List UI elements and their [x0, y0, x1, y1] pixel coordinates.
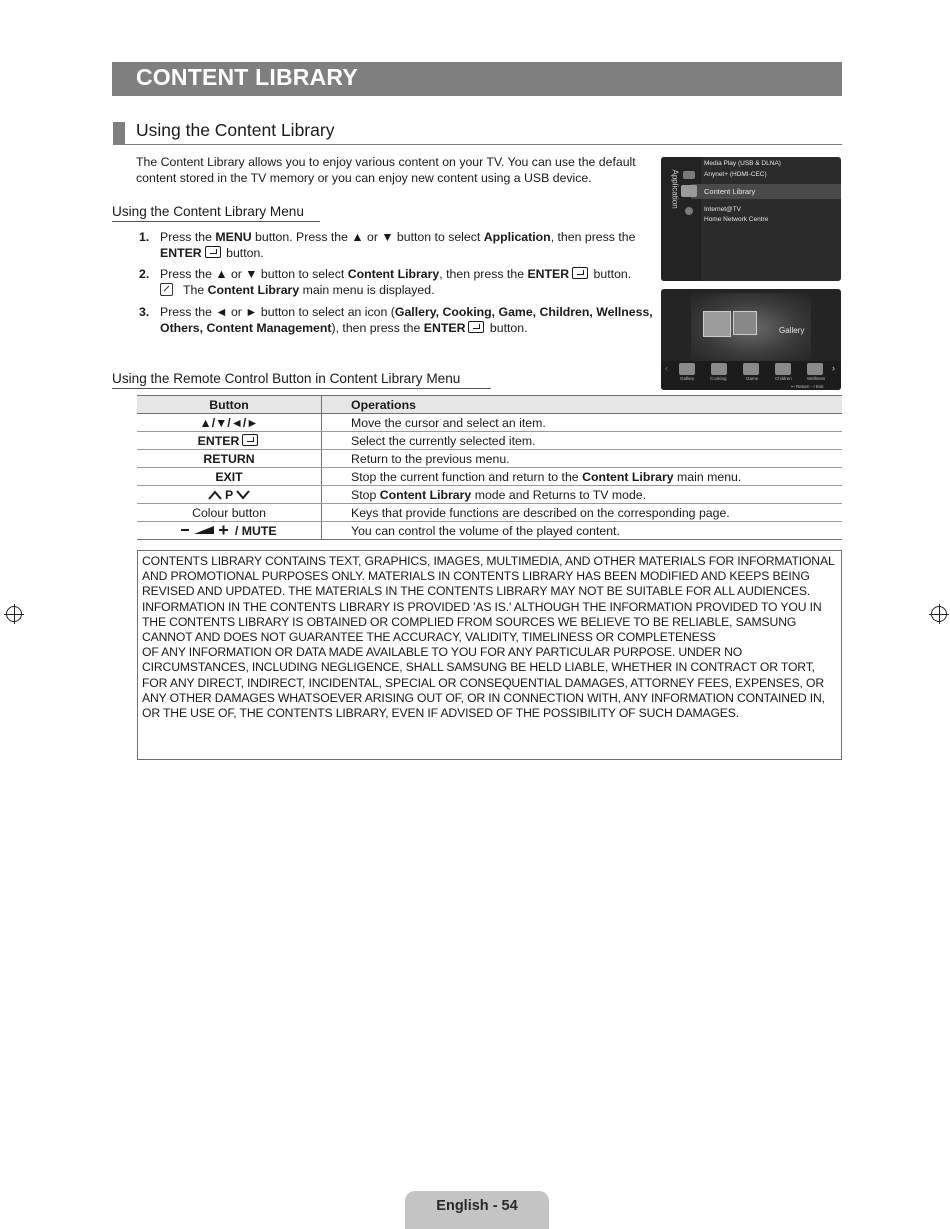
chevron-down-icon: [236, 490, 250, 500]
button-cell: RETURN: [137, 450, 322, 468]
section-marker: [113, 122, 125, 144]
table-row: [137, 414, 842, 432]
section-title: Using the Content Library: [136, 120, 335, 140]
step-text: button.: [222, 245, 264, 260]
operation-text: Return to the previous menu.: [351, 451, 510, 466]
note-text: The: [183, 282, 208, 297]
note-icon: [160, 283, 173, 296]
operation-cell: [322, 504, 843, 522]
remote-buttons-table: [137, 395, 842, 540]
tv-menu-item: Media Play (USB & DLNA): [704, 160, 781, 167]
tv-menu-screenshot: [661, 157, 841, 281]
cooking-icon: [711, 363, 727, 375]
gallery-icon-label: Wellness: [807, 376, 826, 381]
step-text: button.: [590, 267, 632, 281]
operation-text: Stop the current function and return to the: [351, 469, 583, 484]
children-icon: [775, 363, 791, 375]
operation-cell: [322, 432, 843, 450]
step-key: ENTER: [423, 320, 466, 335]
column-header-button: Button: [137, 396, 322, 414]
gallery-icon-label: Children: [775, 376, 792, 381]
gallery-icon-label: Cooking: [710, 376, 727, 381]
operation-text: mode and Returns to TV mode.: [471, 487, 647, 502]
table-row: [137, 432, 842, 450]
note-key: Content Library: [207, 282, 300, 297]
page-title: CONTENT LIBRARY: [136, 64, 358, 90]
table-row: [137, 504, 842, 522]
step-number: 1.: [139, 230, 150, 244]
operation-key: Content Library: [379, 487, 472, 502]
gallery-icon: [679, 363, 695, 375]
step-key: ENTER: [160, 245, 202, 260]
gallery-frame: [703, 311, 731, 337]
volume-icon: [181, 524, 231, 536]
operation-cell: [322, 522, 843, 540]
operation-text: Select the currently selected item.: [351, 433, 536, 448]
step-key: MENU: [215, 230, 252, 244]
remote-subheading-rule: [112, 388, 491, 389]
enter-icon: [242, 434, 258, 446]
step-3: [139, 305, 655, 336]
step-key: Content Library: [347, 267, 440, 281]
registration-mark-icon: [6, 606, 22, 622]
disclaimer-text: [142, 554, 836, 721]
operation-cell: [322, 414, 843, 432]
disclaimer-paragraph: OF ANY INFORMATION OR DATA MADE AVAILABLE TO YOU FOR ANY PARTICULAR PURPOSE. UNDER NO CIRCUMSTANCES, INCLUDING NEGLIGENCE, SHALL SAMSUNG BE HELD LIABLE, WHETHER IN CONTRACT OR TORT, FOR ANY DIRECT, INDIRECT, INCIDENTAL, SPECIAL OR CONSEQUENTIAL DAMAGES, ATTORNEY FEES, EXPENSES, OR ANY OTHER DAMAGES WHATSOEVER ARISING OUT OF, OR IN CONNECTION WITH, ANY INFORMATION CONTAINED IN, OR THE USE OF, THE CONTENTS LIBRARY, EVEN IF ADVISED OF THE POSSIBILITY OF SUCH DAMAGES.: [142, 645, 825, 721]
enter-icon: [205, 246, 221, 258]
button-cell: ▲/▼/◄/►: [137, 414, 322, 432]
button-label: / MUTE: [234, 523, 277, 538]
gallery-icon-label: Gallery: [680, 376, 695, 381]
button-label: ENTER: [197, 433, 240, 448]
internet-tv-icon: [685, 207, 693, 215]
enter-icon: [572, 267, 588, 279]
page-number: English - 54: [436, 1198, 518, 1214]
section-rule: [113, 144, 842, 145]
remote-subheading: Using the Remote Control Button in Content Library Menu: [112, 371, 461, 386]
wellness-icon: [807, 363, 823, 375]
gallery-frame: [733, 311, 757, 335]
operation-text: Stop: [351, 487, 380, 502]
gallery-footer: ↩ Return ⊣ Exit: [791, 384, 824, 389]
tv-menu-item-selected: Content Library: [704, 187, 756, 196]
enter-icon: [468, 321, 484, 333]
operation-cell: [322, 486, 843, 504]
intro-paragraph: The Content Library allows you to enjoy various content on your TV. You can use the default content stored in the TV memory or you can enjoy new content using a USB device.: [136, 155, 636, 185]
table-row: [137, 486, 842, 504]
step-1: [139, 230, 650, 261]
menu-subheading: Using the Content Library Menu: [112, 204, 304, 219]
step-key: Application: [483, 230, 551, 244]
chevron-left-icon: ‹: [665, 363, 668, 373]
operation-text: Move the cursor and select an item.: [351, 415, 546, 430]
step-key: ENTER: [527, 267, 570, 281]
step-text: button.: [486, 320, 528, 335]
step-text: , then press the: [439, 267, 528, 281]
gallery-label: Gallery: [779, 326, 805, 335]
step-text: , then press the: [550, 230, 636, 244]
disclaimer-paragraph: INFORMATION IN THE CONTENTS LIBRARY IS PROVIDED 'AS IS.' ALTHOUGH THE INFORMATION PROVIDED TO YOU IN THE CONTENTS LIBRARY IS OBTAINED OR COMPLIED FROM SOURCES WE BELIEVE TO BE RELIABLE, SAMSUNG CANNOT AND DOES NOT GUARANTEE THE ACCURACY, VALIDITY, TIMELINESS OR COMPLETENESS: [142, 599, 822, 645]
button-cell: [137, 486, 322, 504]
button-cell: [137, 522, 322, 540]
step-text: ), then press the: [331, 320, 424, 335]
button-cell: EXIT: [137, 468, 322, 486]
tv-menu-side-label: Application: [670, 169, 680, 209]
operation-text: You can control the volume of the played content.: [351, 523, 620, 538]
step-text: Press the ◄ or ► button to select an icon (: [160, 305, 395, 319]
operation-text: main menu.: [673, 469, 742, 484]
table-row: [137, 468, 842, 486]
tv-menu-sidebar: [661, 157, 701, 281]
step-2: [139, 267, 650, 298]
operation-cell: [322, 468, 843, 486]
chevron-right-icon: ›: [832, 363, 835, 373]
table-row: [137, 450, 842, 468]
operation-text: Keys that provide functions are described on the corresponding page.: [351, 505, 730, 520]
menu-subheading-rule: [112, 221, 320, 222]
disclaimer-paragraph: CONTENTS LIBRARY CONTAINS TEXT, GRAPHICS, IMAGES, MULTIMEDIA, AND OTHER MATERIALS FOR INFORMATIONAL AND PROMOTIONAL PURPOSES ONLY. MATERIALS IN CONTENTS LIBRARY HAS BEEN MODIFIED AND KEEPS BEING REVISED AND UPDATED. THE MATERIALS IN THE CONTENTS LIBRARY MAY NOT BE SUITABLE FOR ALL AUDIENCES.: [142, 554, 835, 599]
game-icon: [743, 363, 759, 375]
content-library-icon: [681, 185, 697, 197]
step-text: Press the ▲ or ▼ button to select: [160, 267, 348, 281]
step-text: button. Press the ▲ or ▼ button to select: [251, 230, 484, 244]
gallery-screenshot: [661, 289, 841, 390]
disclaimer-box: [137, 550, 842, 760]
operation-cell: [322, 450, 843, 468]
step-number: 3.: [139, 305, 150, 319]
button-label: P: [225, 487, 233, 502]
note-text: main menu is displayed.: [299, 282, 435, 297]
button-cell: [137, 432, 322, 450]
column-header-operations: Operations: [322, 396, 843, 414]
registration-mark-icon: [931, 606, 947, 622]
tv-menu-item: Anynet+ (HDMI-CEC): [704, 171, 767, 178]
table-header-row: [137, 396, 842, 414]
chevron-up-icon: [208, 490, 222, 500]
gallery-icon-label: Game: [746, 376, 759, 381]
button-cell: Colour button: [137, 504, 322, 522]
table-row: [137, 522, 842, 540]
step-key: Gallery, Cooking, Game, Children, Wellness, Others, Content Management: [160, 305, 653, 335]
tv-menu-item: Home Network Centre: [704, 216, 769, 223]
step-text: Press the: [160, 230, 216, 244]
operation-key: Content Library: [582, 469, 674, 484]
tv-menu-item: Internet@TV: [704, 206, 741, 213]
media-play-icon: [683, 171, 695, 179]
step-number: 2.: [139, 267, 150, 281]
